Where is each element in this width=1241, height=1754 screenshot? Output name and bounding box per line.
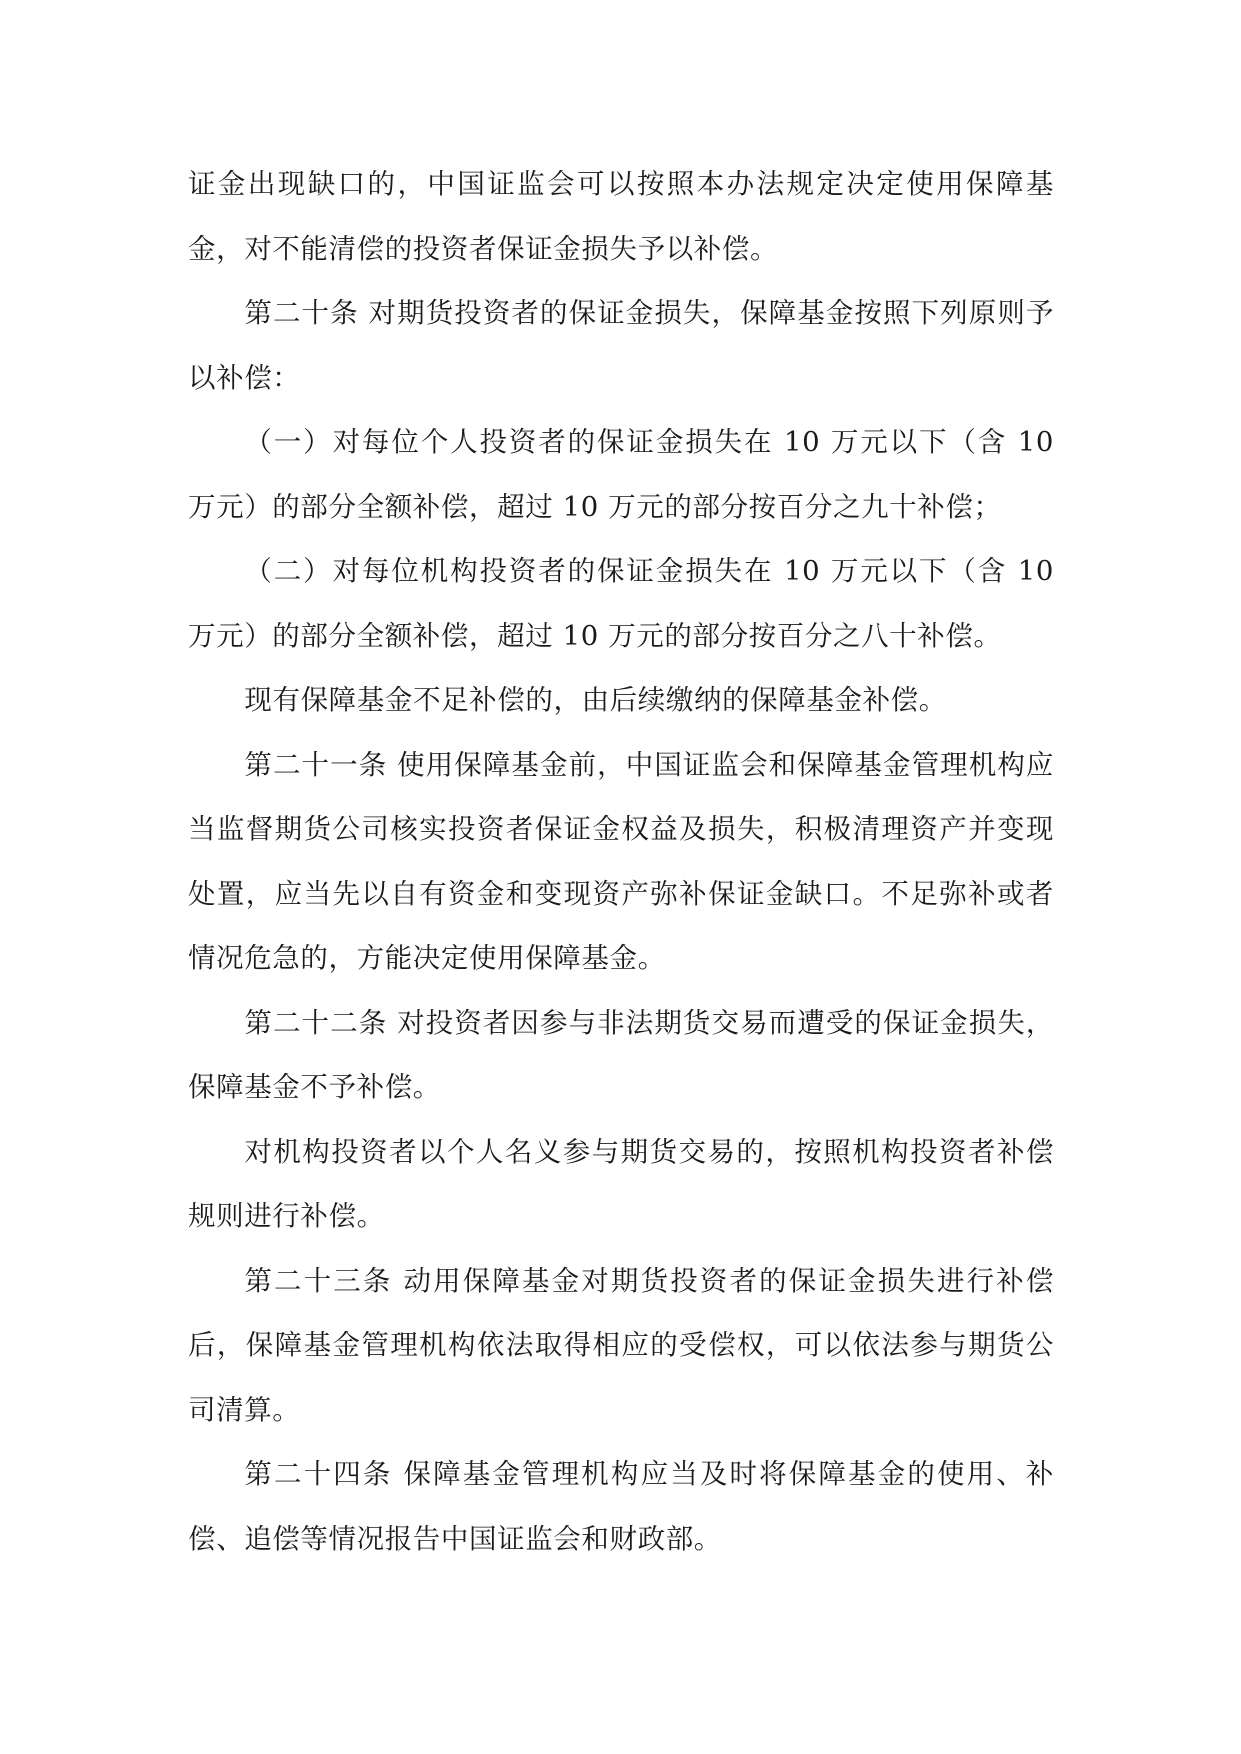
paragraph-insufficient-fund: 现有保障基金不足补偿的，由后续缴纳的保障基金补偿。: [244, 684, 947, 716]
paragraph-article-20: 第二十条 对期货投资者的保证金损失，保障基金按照下列原则予以补偿：: [188, 297, 1054, 394]
paragraph-continuation: 证金出现缺口的，中国证监会可以按照本办法规定决定使用保障基金，对不能清偿的投资者保证金损失予以补偿。: [188, 168, 1054, 265]
document-body: [188, 152, 1054, 1571]
paragraph-article-24: 第二十四条 保障基金管理机构应当及时将保障基金的使用、补偿、追偿等情况报告中国证监会和财政部。: [188, 1458, 1054, 1555]
paragraph-institution-rule: 对机构投资者以个人名义参与期货交易的，按照机构投资者补偿规则进行补偿。: [188, 1135, 1054, 1232]
paragraph-article-22: 第二十二条 对投资者因参与非法期货交易而遭受的保证金损失，保障基金不予补偿。: [188, 1006, 1054, 1103]
paragraph-article-23: 第二十三条 动用保障基金对期货投资者的保证金损失进行补偿后，保障基金管理机构依法取得相应的受偿权，可以依法参与期货公司清算。: [188, 1264, 1054, 1426]
paragraph-article-21: 第二十一条 使用保障基金前，中国证监会和保障基金管理机构应当监督期货公司核实投资者保证金权益及损失，积极清理资产并变现处置，应当先以自有资金和变现资产弥补保证金缺口。不足弥补或者情况危急的，方能决定使用保障基金。: [188, 748, 1054, 974]
paragraph-item-1: （一）对每位个人投资者的保证金损失在 10 万元以下（含 10 万元）的部分全额补偿，超过 10 万元的部分按百分之九十补偿；: [188, 426, 1054, 523]
paragraph-item-2: （二）对每位机构投资者的保证金损失在 10 万元以下（含 10 万元）的部分全额补偿，超过 10 万元的部分按百分之八十补偿。: [188, 555, 1054, 652]
